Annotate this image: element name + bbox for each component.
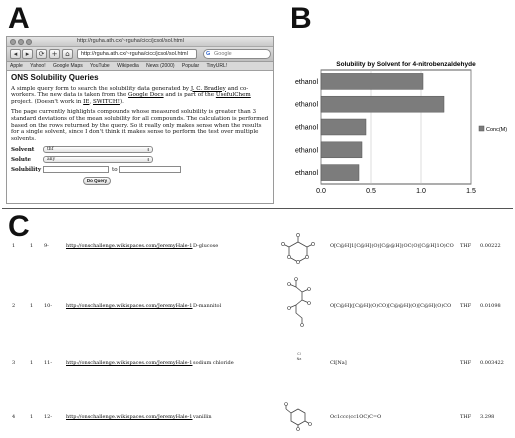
bookmarks-bar <box>7 62 273 71</box>
smiles-string: Oc1ccc(cc1OC)C=O <box>330 414 382 420</box>
browser-toolbar <box>7 47 273 62</box>
row-index: 4 <box>12 414 16 420</box>
google-search-icon: G <box>206 51 211 57</box>
legend-label: Conc(M) <box>486 127 508 133</box>
bar <box>321 142 362 158</box>
window-titlebar <box>7 37 273 47</box>
solubility-value: 3.298 <box>480 414 495 420</box>
row-id: 12- <box>44 414 53 420</box>
solvent-cell: THF <box>460 414 472 420</box>
table-row <box>0 300 515 348</box>
smiles-string: Cl[Na] <box>330 360 347 366</box>
row-id: 11- <box>44 360 53 366</box>
panel-divider <box>2 208 513 209</box>
results-table <box>0 240 515 438</box>
bookmark-item[interactable]: TinyURL! <box>206 63 228 69</box>
minimize-window-icon[interactable] <box>18 39 24 45</box>
bookmark-item[interactable]: Google Maps <box>52 63 83 69</box>
row-group: 1 <box>30 360 34 366</box>
row-group: 1 <box>30 414 34 420</box>
description-paragraph: The page currently highlights compounds whose measured solubility is greater than 3 standard deviations of the mean solubility for all compounds. The calculation is performed based on the rows returned by the query. So it really only makes sense when the results for a single solvent, since I don't think it makes sense to perform the test over multiple solvents. <box>11 109 269 142</box>
page-content <box>7 71 273 185</box>
category-label: ethanol <box>295 124 318 132</box>
bookmark-item[interactable]: Yahoo! <box>30 63 46 69</box>
x-tick-label: 0.5 <box>366 188 376 195</box>
solvent-label: Solvent <box>11 147 35 154</box>
zoom-window-icon[interactable] <box>26 39 32 45</box>
usefulchem-link[interactable]: UsefulChem <box>215 92 251 99</box>
solubility-min-input[interactable] <box>43 166 109 173</box>
category-label: ethanol <box>295 101 318 109</box>
ie-link[interactable]: IE <box>83 98 90 105</box>
compound-name: D-mannitol <box>193 303 222 309</box>
smiles-string: O[C@H]1[C@H](O)[C@@H](OC(O)[C@H]1O)CO <box>330 243 454 249</box>
solute-select[interactable]: any ⇕ <box>43 156 153 163</box>
search-field[interactable] <box>203 49 271 59</box>
solvent-cell: THF <box>460 360 472 366</box>
chart-title: Solubility by Solvent for 4-nitrobenzaldehyde <box>336 61 476 68</box>
solvent-cell: THF <box>460 303 472 309</box>
solubility-value: 0.01098 <box>480 303 501 309</box>
query-row <box>11 176 269 185</box>
bar <box>321 96 444 112</box>
solute-row <box>11 156 269 165</box>
panel-label-b: B <box>290 2 312 35</box>
reload-button[interactable]: ⟳ <box>36 49 47 59</box>
category-label: ethanol <box>295 147 318 155</box>
row-group: 1 <box>30 243 34 249</box>
solubility-value: 0.003422 <box>480 360 504 366</box>
search-placeholder: Google <box>214 51 232 57</box>
row-id: 10- <box>44 303 53 309</box>
back-button[interactable]: ◂ <box>10 49 21 59</box>
row-index: 1 <box>12 243 16 249</box>
solubility-max-input[interactable] <box>119 166 181 173</box>
bookmark-item[interactable]: Apple <box>10 63 23 69</box>
solubility-row <box>11 166 269 175</box>
google-docs-link[interactable]: Google Docs <box>128 92 164 99</box>
row-group: 1 <box>30 303 34 309</box>
vanillin-structure-icon <box>283 401 313 431</box>
x-tick-labels <box>316 188 476 195</box>
compound-name: sodium chloride <box>193 360 234 366</box>
bookmark-item[interactable]: News (2000) <box>146 63 175 69</box>
compound-name: vanillin <box>193 414 212 420</box>
x-tick-label: 1.0 <box>416 188 426 195</box>
bar <box>321 165 359 181</box>
select-arrows-icon: ⇕ <box>146 147 150 153</box>
close-window-icon[interactable] <box>10 39 16 45</box>
bookmark-item[interactable]: Popular <box>181 63 200 69</box>
solubility-value: 0.00222 <box>480 243 501 249</box>
glucose-structure-icon <box>280 230 316 270</box>
browser-window <box>6 36 274 204</box>
solvent-cell: THF <box>460 243 472 249</box>
row-id: 9- <box>44 243 49 249</box>
home-button[interactable]: ⌂ <box>62 49 73 59</box>
category-label: ethanol <box>295 78 318 86</box>
solubility-chart <box>278 0 515 205</box>
panel-label-a: A <box>8 2 30 35</box>
select-arrows-icon: ⇕ <box>146 157 150 163</box>
to-label: to <box>112 167 118 174</box>
x-tick-label: 1.5 <box>466 188 476 195</box>
table-row <box>0 411 515 438</box>
page-title: ONS Solubility Queries <box>11 73 99 82</box>
address-bar[interactable]: http://rguha.ath.cx/~rguha/cicc/jcsol/sol.html <box>77 49 197 59</box>
x-tick-label: 0.0 <box>316 188 326 195</box>
bookmark-item[interactable]: Wikipedia <box>117 63 139 69</box>
switch-link[interactable]: SWITCH! <box>93 98 120 105</box>
bar <box>321 119 366 135</box>
solute-label: Solute <box>11 157 32 164</box>
panel-label-c: C <box>8 210 30 243</box>
table-row <box>0 240 515 288</box>
row-index: 2 <box>12 303 16 309</box>
bar <box>321 73 423 89</box>
source-link[interactable]: http://onschallenge.wikispaces.com/JeremyHale-1 <box>66 303 193 309</box>
bookmark-item[interactable]: YouTube <box>90 63 110 69</box>
mannitol-structure-icon <box>283 276 313 328</box>
legend <box>479 126 507 133</box>
source-link[interactable]: http://onschallenge.wikispaces.com/JeremyHale-1 <box>66 360 193 366</box>
solvent-select[interactable]: thf ⇕ <box>43 146 153 153</box>
nacl-structure-icon: Cl Na <box>296 352 302 361</box>
bradley-link[interactable]: J. C. Bradley <box>190 85 226 92</box>
solubility-label: Solubility <box>11 167 42 174</box>
row-index: 3 <box>12 360 16 366</box>
legend-swatch <box>479 126 484 131</box>
add-bookmark-button[interactable]: + <box>49 49 60 59</box>
solvent-row <box>11 146 269 155</box>
compound-name: D-glucose <box>193 243 219 249</box>
source-link[interactable]: http://onschallenge.wikispaces.com/JeremyHale-1 <box>66 414 193 420</box>
window-title: http://rguha.ath.cx/~rguha/cicc/jcsol/sol.html <box>77 38 184 44</box>
category-labels <box>295 79 318 177</box>
intro-paragraph: A simple query form to search the solubility data generated by J. C. Bradley and co-workers. The new data is taken from the Google Docs and is part of the UsefulChem project. (Doesn't work in IE, SWITCH!). <box>11 85 251 105</box>
table-row <box>0 352 515 405</box>
smiles-string: O[C@H]([C@H](O)CO)[C@@H](O)[C@H](O)CO <box>330 303 452 309</box>
source-link[interactable]: http://onschallenge.wikispaces.com/JeremyHale-1 <box>66 243 193 249</box>
category-label: ethanol <box>295 170 318 178</box>
do-query-button[interactable]: Do Query <box>83 177 111 185</box>
forward-button[interactable]: ▸ <box>22 49 33 59</box>
